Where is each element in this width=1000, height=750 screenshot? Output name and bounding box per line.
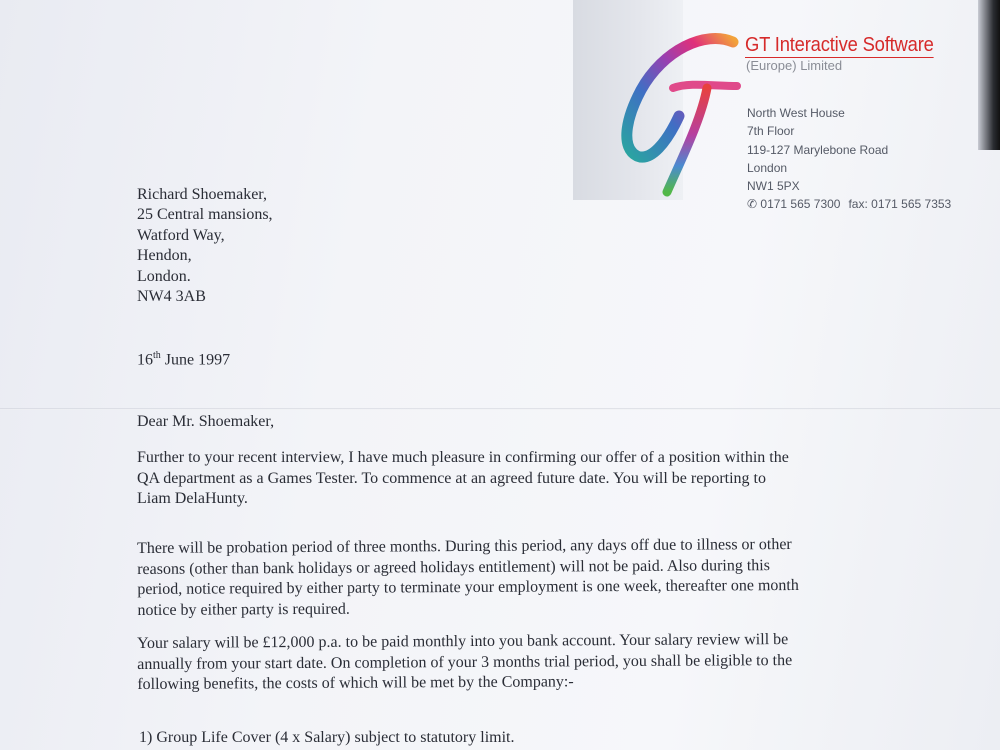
- address-line: London: [747, 160, 788, 175]
- text-line: QA department as a Games Tester. To commence at an agreed future date. You will be reporting to: [137, 469, 766, 487]
- benefit-item: 1) Group Life Cover (4 x Salary) subject to statutory limit.: [139, 729, 515, 746]
- contact-line: [747, 195, 951, 213]
- text-line: There will be probation period of three months. During this period, any days off due to illness or other: [137, 536, 792, 557]
- letter-date: [137, 350, 230, 369]
- recipient-line: Richard Shoemaker,: [137, 186, 267, 203]
- text-line: Your salary will be £12,000 p.a. to be paid monthly into you bank account. Your salary review will be: [137, 631, 789, 652]
- salutation: Dear Mr. Shoemaker,: [137, 413, 275, 430]
- paper-fold: [0, 408, 1000, 410]
- address-line: North West House: [747, 106, 845, 120]
- paragraph-salary: [137, 630, 792, 695]
- address-line: 119-127 Marylebone Road: [747, 142, 889, 157]
- text-line: Liam DelaHunty.: [137, 490, 248, 507]
- date-suffix: th: [153, 350, 161, 361]
- recipient-line: London.: [137, 267, 191, 285]
- recipient-line: 25 Central mansions,: [137, 206, 273, 224]
- gt-logo-icon: [615, 30, 745, 200]
- address-line: 7th Floor: [747, 124, 795, 139]
- text-line: period, notice required by either party to terminate your employment is one week, thereafter one month: [137, 576, 799, 598]
- date-month-year: June 1997: [160, 351, 231, 369]
- recipient-line: Hendon,: [137, 247, 192, 265]
- text-line: reasons (other than bank holidays or agreed holidays entitlement) will not be paid. Also during this: [137, 556, 770, 578]
- company-subtitle: (Europe) Limited: [746, 58, 843, 73]
- paragraph-probation: [137, 535, 799, 621]
- text-line: annually from your start date. On completion of your 3 months trial period, you shall be eligible to the: [137, 651, 793, 673]
- date-day: 16: [137, 351, 153, 369]
- phone-number: ✆ 0171 565 7300: [747, 197, 841, 212]
- photo-edge-shadow: [978, 0, 1000, 150]
- company-name: GT Interactive Software: [745, 34, 934, 56]
- address-line: NW1 5PX: [747, 179, 800, 194]
- recipient-line: NW4 3AB: [137, 288, 206, 306]
- company-address: [747, 104, 951, 214]
- recipient-line: Watford Way,: [137, 226, 225, 244]
- text-line: following benefits, the costs of which will be met by the Company:-: [137, 673, 574, 693]
- fax-number: fax: 0171 565 7353: [848, 197, 952, 212]
- text-line: notice by either party is required.: [137, 600, 350, 619]
- text-line: Further to your recent interview, I have much pleasure in confirming our offer of a position within the: [137, 449, 789, 466]
- paragraph-offer: [137, 448, 789, 510]
- recipient-address: [137, 185, 273, 307]
